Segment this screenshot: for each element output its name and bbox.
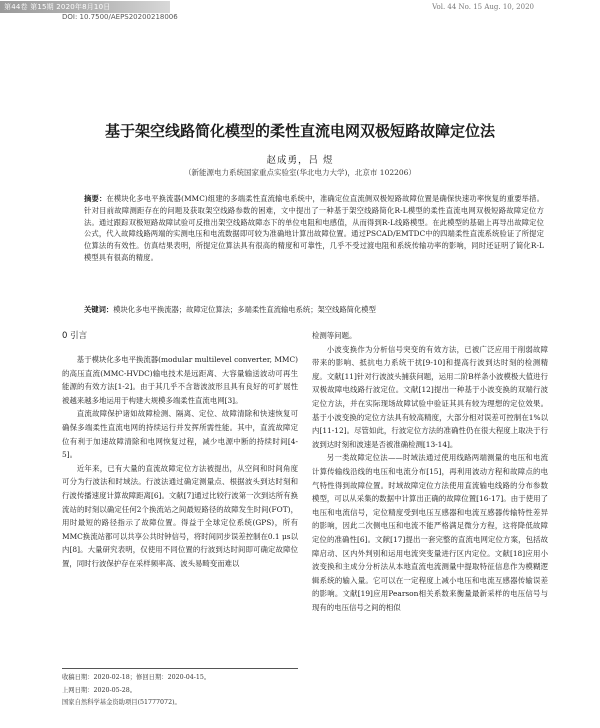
abstract (84, 193, 544, 264)
volume-label: Vol. 44 No. 15 Aug. 10, 2020 (432, 3, 534, 11)
body-column-left (62, 329, 298, 571)
abstract-text: 在模块化多电平换流器(MMC)组建的多端柔性直流输电系统中，准确定位直流侧双极短路故障位置是确保快速功率恢复的重要举措。针对目前故障测距存在的问题及获取架空线路参数的困难，文中提出了一种基于架空线路简化R-L模型的柔性直流电网双极短路故障定位方法。通过跟踪双极短路故障试验可反推出架空线路故障态下的单位电阻和电感值，从而得到R-L线路模型。在此模型的基础上再导出故障定位公式，代入故障线路两端的实测电压和电流数据即可较为准确地计算出故障位置。通过PSCAD/EMTDC中的四端柔性直流系统验证了所提定位算法的有效性。仿真结果表明，所提定位算法具有很高的精度和可靠性，几乎不受过渡电阻和系统传输功率的影响，同时还证明了简化R-L模型具有很高的精度。 (84, 194, 544, 262)
body-paragraph: 基于模块化多电平换流器(modular multilevel converter, MMC)的高压直流(MMC-HVDC)输电技术是远距离、大容量输送波动可再生能源的有效方法[1-2]。由于其几乎不含谐波波形且具有良好的可扩展性被越来越多地运用于构建大规模多端柔性直流电网[3]。 (62, 355, 298, 405)
keywords-text: 模块化多电平换流器；故障定位算法；多端柔性直流输电系统；架空线路简化模型 (113, 305, 376, 314)
paper-title: 基于架空线路简化模型的柔性直流电网双极短路故障定位法 (104, 122, 495, 140)
abstract-label: 摘要： (84, 194, 107, 203)
paper-affiliation: （新能源电力系统国家重点实验室(华北电力大学)，北京市 102206） (184, 168, 416, 177)
footnote-online: 上网日期：2020-05-28。 (62, 686, 137, 694)
body-paragraph: 检测等问题。 (312, 331, 357, 340)
body-paragraph: 小波变换作为分析信号突变的有效方法，已被广泛应用于削弱故障带来的影响、抵抗电力系统干扰[9-10]和提高行波到达时刻的检测精度。文献[11]针对行波波头捕获问题，运用二阶B样条小波模极大值进行双极故障电线路行波定位。文献[12]提出一种基于小波变换的双端行波定位方法，并在实际现场故障试验中验证其具有较为理想的定位效果。基于小波变换的定位方法具有较高精度，大部分相对误差可控制在1%以内[11-12]。尽管如此，行波定位方法的准确性仍在很大程度上取决于行波到达时刻和波速是否被准确检测[13-14]。 (312, 344, 548, 449)
footnote-fund: 国家自然科学基金资助项目(51777072)。 (62, 699, 181, 706)
body-column-right (312, 329, 548, 614)
footnote-received: 收稿日期：2020-02-18；修回日期：2020-04-15。 (62, 674, 211, 681)
body-paragraph: 近年来，已有大量的直流故障定位方法被提出，从空间和时间角度可分为行波法和时域法。行波法通过确定测量点、根据波头到达时刻和行波传播速度计算故障距离[6]。文献[7]通过比较行波第一次到达所有换流站的时刻以确定任何2个换流站之间最短路径的故障发生时间(FOT)，用时最短的路径指示了故障位置。得益于全球定位系统(GPS)，所有MMC换流站都可以共享公共时钟信号，将时间同步误差控制在0.1 μs以内[8]。大量研究表明，仅使用不同位置的行波到达时间即可确定故障位置，同时行波保护存在采样频率高、波头易畸变而难以 (62, 463, 298, 568)
doi-text: DOI: 10.7500/AEPS20200218006 (62, 13, 178, 21)
running-header (0, 0, 600, 14)
keywords-label: 关键词： (84, 305, 114, 314)
issue-banner (0, 1, 170, 13)
body-paragraph: 另一类故障定位法——时域法通过使用线路两端测量的电压和电流计算传输线沿线的电压和电流分布[15]，再利用波动方程和故障点的电气特性得到故障位置。时域故障定位方法使用直流输电线路的分布参数模型，可以从采集的数据中计算出正确的故障位置[16-17]。由于使用了电压和电流信号，定位精度受到电压互感器和电流互感器传输特性差异的影响，因此二次侧电压和电流不能严格满足微分方程，这将降低故障定位的准确性[6]。文献[17]提出一套完整的直流电网定位方案，包括故障启动、区内外判别和运用电流突变量进行区内定位。文献[18]应用小波变换和主成分分析法从本地直流电流测量中提取特征信息作为模糊逻辑系统的输入量。它可以在一定程度上减小电压和电流互感器传输误差的影响。文献[19]应用Pearson相关系数来衡量最新采样的电压信号与现有的电压信号之间的相似 (312, 453, 548, 612)
footnote (62, 668, 298, 710)
section-heading: 0 引言 (62, 331, 88, 341)
issue-label: 第44卷 第15期 2020年8月10日 (4, 3, 111, 11)
paper-authors: 赵成勇，吕 煜 (266, 155, 334, 166)
body-paragraph: 直流故障保护诸如故障检测、隔离、定位、故障清除和快速恢复可确保多端柔性直流电网的持续运行并发挥所需性能。其中，直流故障定位有利于加速故障清除和电网恢复过程，减少电源中断的持续时间[4-5]。 (62, 409, 298, 460)
keywords (84, 304, 544, 315)
